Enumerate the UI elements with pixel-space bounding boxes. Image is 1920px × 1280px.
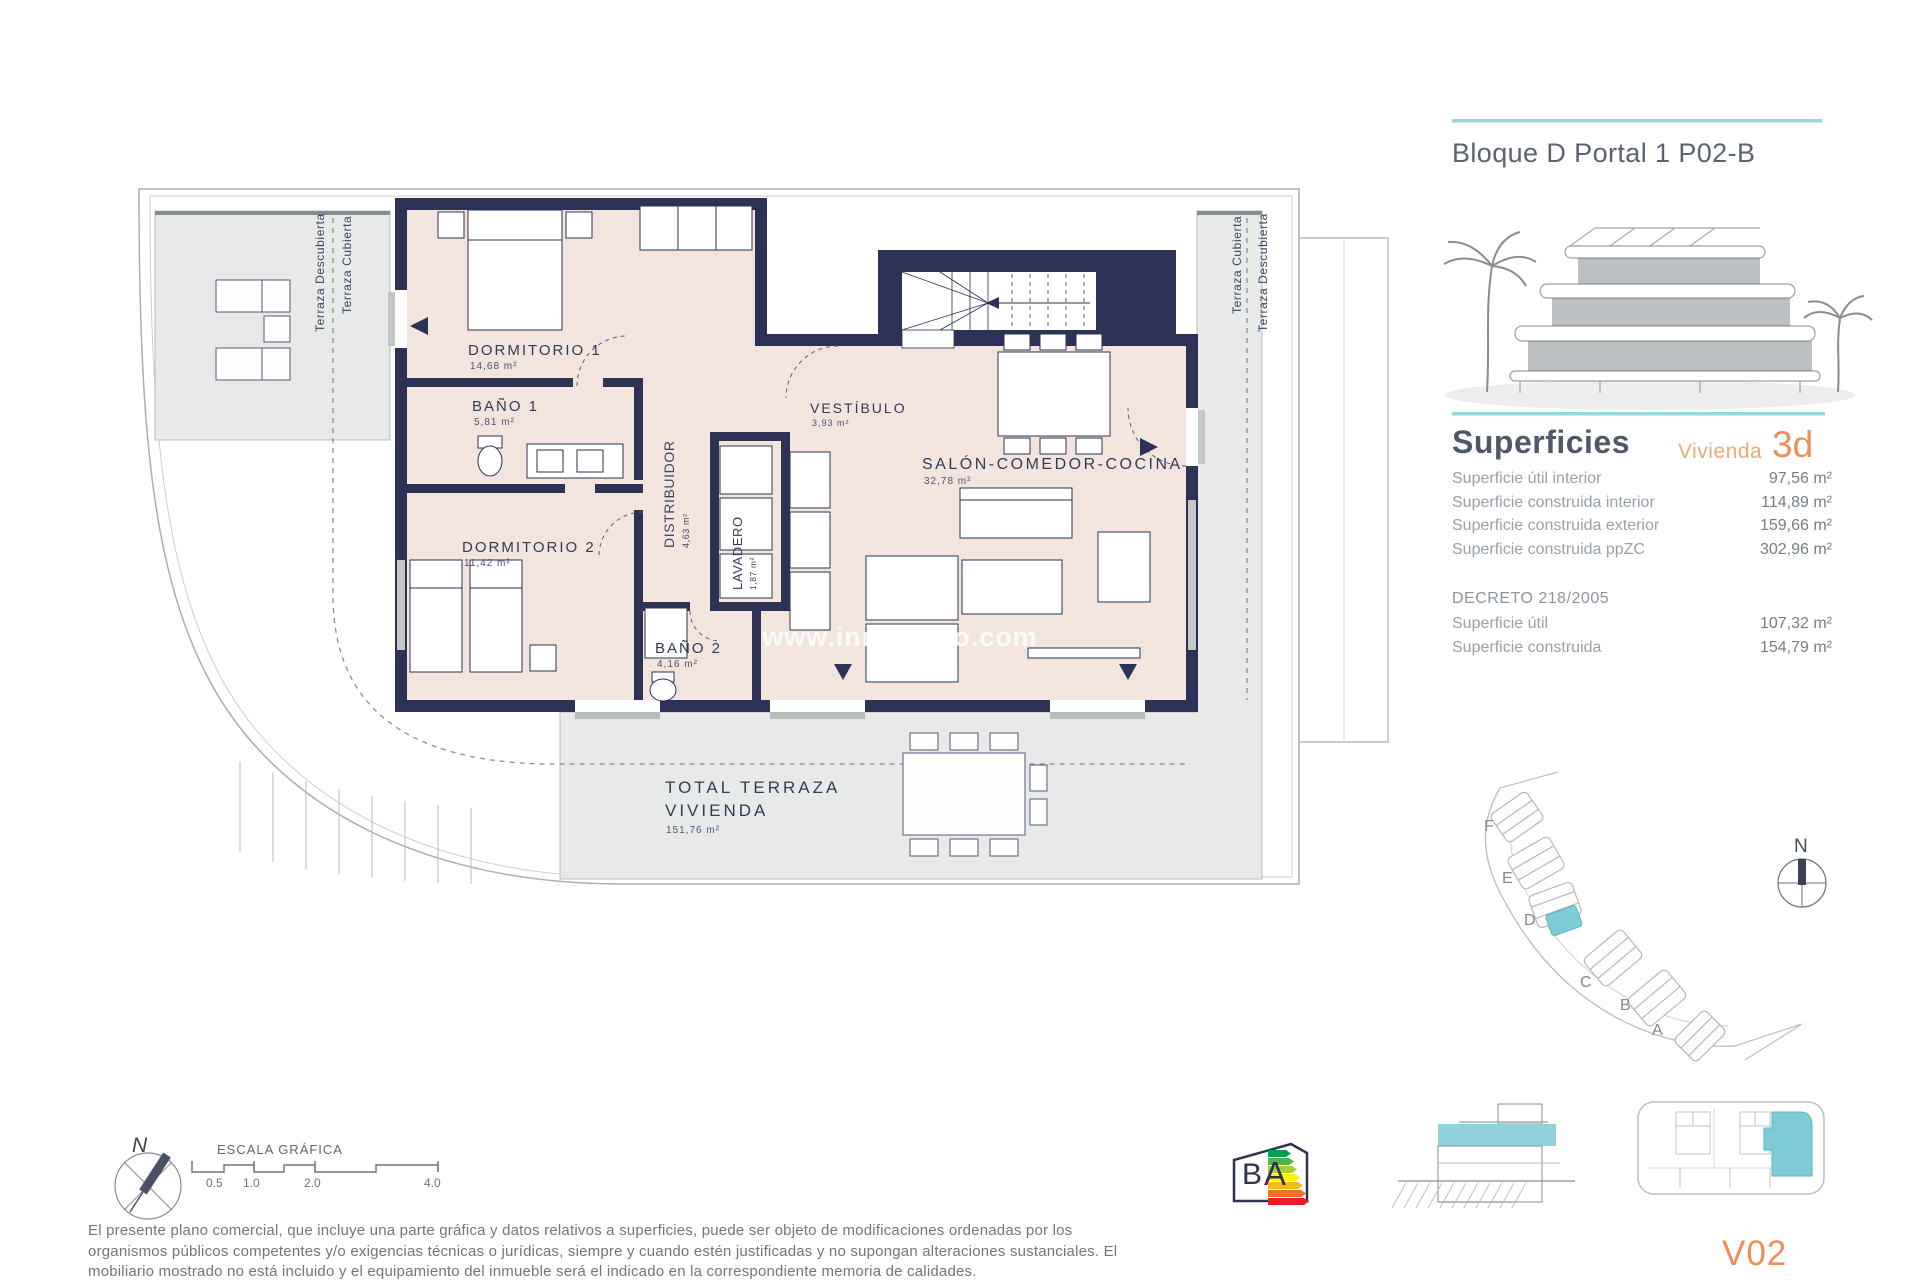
row-label: Superficie útil: [1452, 615, 1549, 632]
terrace-label-left-inner: Terraza Cubierta: [340, 215, 354, 314]
siteplan-block-d: D: [1524, 912, 1536, 929]
elevation-diagram: [1392, 1104, 1575, 1208]
row-value: 302,96 m²: [1759, 540, 1832, 558]
room-area-bano2: 4,16 m²: [657, 659, 698, 670]
room-area-dormitorio1: 14,68 m²: [470, 361, 518, 372]
room-area-vestibulo: 3,93 m²: [812, 418, 850, 428]
room-area-dormitorio2: 11,42 m²: [464, 558, 511, 569]
terrace-total-line1: TOTAL TERRAZA: [665, 778, 841, 797]
elevation-highlight-floor: [1438, 1124, 1556, 1146]
row-label: Superficie construida exterior: [1452, 517, 1660, 534]
superficies-row: [1452, 517, 1832, 541]
scale-tick: 2.0: [304, 1176, 321, 1190]
room-area-lavadero: 1,87 m²: [748, 556, 758, 590]
decreto-row: [1452, 615, 1832, 639]
room-label-bano1: BAÑO 1: [472, 398, 540, 415]
room-label-dormitorio1: DORMITORIO 1: [468, 342, 602, 359]
siteplan-block-a: A: [1652, 1022, 1663, 1039]
terrace-label-right-inner: Terraza Cubierta: [1230, 215, 1244, 314]
terrace-label-left-outer: Terraza Descubierta: [313, 213, 327, 332]
decreto-row: [1452, 639, 1832, 663]
page-title: Bloque D Portal 1 P02-B: [1452, 138, 1756, 168]
row-value: 159,66 m²: [1759, 517, 1832, 534]
superficies-row: [1452, 470, 1832, 494]
row-label: Superficie construida interior: [1452, 493, 1655, 511]
superficies-heading: Superficies: [1452, 424, 1631, 460]
plan-compass-n: N: [132, 1134, 148, 1157]
scale-tick: 4.0: [424, 1176, 441, 1190]
row-value: 107,32 m²: [1759, 615, 1832, 632]
room-area-distribuidor: 4,63 m²: [681, 513, 691, 548]
room-label-bano2: BAÑO 2: [655, 640, 723, 657]
title-rule: [1452, 119, 1822, 123]
siteplan-block-e: E: [1502, 870, 1513, 887]
plan-compass: [115, 1153, 181, 1219]
room-label-lavadero: LAVADERO: [730, 516, 745, 590]
disclaimer-text: El presente plano comercial, que incluye una parte gráfica y datos relativos a superficies, puede ser objeto de modificaciones ordenadas por los organismos públicos competentes y/o exigencias técnicas o jurídicas, siempre y cuando estén justificadas y no supongan alteraciones sustanciales. El mobiliario mostrado no está incluido y el equipamiento del inmueble será el indicado en la correspondiente memoria de calidades.: [88, 1222, 1118, 1280]
row-label: Superficie construida: [1452, 638, 1602, 656]
scale-bar: [192, 1161, 438, 1172]
watermark: www.inmo-toro.com: [762, 622, 1038, 652]
superficies-table: [1452, 470, 1832, 564]
siteplan-compass-n: N: [1794, 836, 1808, 857]
room-area-salon: 32,78 m²: [924, 476, 972, 487]
room-label-dormitorio2: DORMITORIO 2: [462, 539, 596, 556]
row-value: 114,89 m²: [1761, 493, 1832, 511]
row-value: 154,79 m²: [1759, 638, 1832, 656]
energy-letter-a: A: [1264, 1155, 1287, 1192]
terrace-total-line2: VIVIENDA: [665, 801, 769, 820]
scale-tick: 1.0: [243, 1176, 260, 1190]
room-label-vestibulo: VESTÍBULO: [810, 400, 907, 416]
building-illustration: [1444, 228, 1872, 410]
keyplan-thumbnail: [1638, 1102, 1824, 1194]
terrace-total-area: 151,76 m²: [666, 825, 721, 836]
row-value: 97,56 m²: [1768, 470, 1832, 487]
superficies-rule: [1452, 412, 1825, 416]
row-label: Superficie construida ppZC: [1452, 540, 1645, 558]
room-label-salon: SALÓN-COMEDOR-COCINA: [922, 456, 1183, 473]
vivienda-code: 3d: [1772, 424, 1814, 465]
superficies-row: [1452, 494, 1832, 518]
vivienda-label: Vivienda: [1678, 440, 1763, 463]
decreto-block: [1452, 590, 1832, 662]
unit-code: V02: [1722, 1234, 1788, 1273]
scale-tick: 0.5: [206, 1176, 223, 1190]
room-area-bano1: 5,81 m²: [474, 417, 515, 428]
superficies-row: [1452, 541, 1832, 565]
room-label-distribuidor: DISTRIBUIDOR: [661, 440, 677, 548]
siteplan-block-b: B: [1620, 997, 1631, 1014]
scale-heading: ESCALA GRÁFICA: [217, 1142, 343, 1157]
row-label: Superficie útil interior: [1452, 470, 1602, 487]
decreto-heading: DECRETO 218/2005: [1452, 590, 1610, 607]
energy-letter-b: B: [1242, 1158, 1263, 1191]
siteplan-block-f: F: [1484, 818, 1494, 835]
terrace-label-right-outer: Terraza Descubierta: [1256, 213, 1270, 332]
site-plan-compass: [1778, 859, 1826, 907]
siteplan-block-c: C: [1580, 974, 1592, 991]
site-plan: [1485, 772, 1826, 1063]
